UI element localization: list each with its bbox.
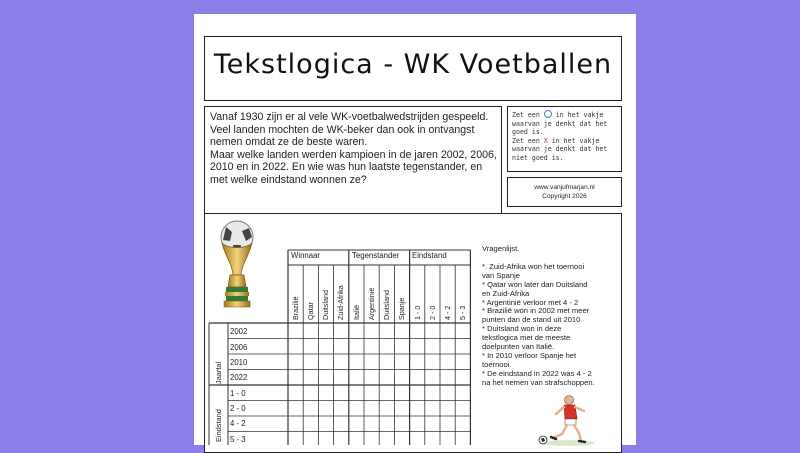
grid-cell[interactable]: [289, 417, 303, 432]
grid-cell[interactable]: [304, 401, 318, 416]
football-player-icon: [529, 392, 599, 447]
grid-cell[interactable]: [334, 370, 348, 385]
grid-cell[interactable]: [395, 432, 409, 445]
col-label-tegenstander: Duitsland: [382, 290, 391, 320]
grid-cell[interactable]: [304, 370, 318, 385]
intro-line: Maar welke landen werden kampioen in de jaren 2002, 2006,: [210, 148, 497, 161]
row-label-jaartal: 2006: [230, 343, 248, 352]
grid-cell[interactable]: [425, 417, 439, 432]
grid-cell[interactable]: [365, 401, 379, 416]
grid-cell[interactable]: [441, 401, 455, 416]
col-label-tegenstander: Italië: [352, 304, 361, 320]
grid-cell[interactable]: [304, 417, 318, 432]
row-label-eindstand: 1 - 0: [230, 389, 246, 398]
question-line: en Zuid-Afrika: [482, 288, 530, 298]
x-mark-icon: X: [543, 136, 548, 145]
grid-cell[interactable]: [441, 370, 455, 385]
question-line: * De eindstand in 2022 was 4 - 2: [482, 368, 592, 378]
grid-cell[interactable]: [380, 432, 394, 445]
grid-cell[interactable]: [380, 370, 394, 385]
grid-cell[interactable]: [441, 417, 455, 432]
grid-cell[interactable]: [365, 432, 379, 445]
col-label-eindstand: 2 - 0: [428, 305, 437, 320]
page-title: Tekstlogica - WK Voetballen: [213, 49, 613, 80]
grid-cell[interactable]: [319, 355, 333, 370]
row-label-eindstand: 4 - 2: [230, 419, 246, 428]
grid-cell[interactable]: [410, 401, 424, 416]
col-label-eindstand: 1 - 0: [413, 305, 422, 320]
grid-cell[interactable]: [425, 339, 439, 354]
grid-cell[interactable]: [319, 432, 333, 445]
grid-cell[interactable]: [349, 339, 363, 354]
question-list: [482, 245, 622, 388]
question-line: doelpunten van Italië.: [482, 342, 555, 352]
grid-cell[interactable]: [425, 386, 439, 401]
grid-cell[interactable]: [441, 386, 455, 401]
grid-cell[interactable]: [456, 386, 470, 401]
grid-cell[interactable]: [334, 417, 348, 432]
question-line: toernooi.: [482, 359, 512, 369]
grid-cell[interactable]: [289, 339, 303, 354]
grid-cell[interactable]: [319, 339, 333, 354]
row-group-jaartal: Jaartal: [214, 361, 223, 384]
grid-cell[interactable]: [395, 324, 409, 339]
intro-line: nemen omdat ze de beste waren.: [210, 136, 368, 149]
grid-cell[interactable]: [365, 417, 379, 432]
grid-cell[interactable]: [441, 324, 455, 339]
grid-cell[interactable]: [441, 355, 455, 370]
question-line: * Qatar won later dan Duitsland: [482, 279, 588, 289]
grid-cell[interactable]: [304, 355, 318, 370]
grid-cell[interactable]: [319, 401, 333, 416]
grid-cell[interactable]: [410, 432, 424, 445]
grid-cell[interactable]: [395, 339, 409, 354]
col-label-tegenstander: Spanje: [397, 297, 406, 320]
grid-cell[interactable]: [441, 432, 455, 445]
grid-cell[interactable]: [380, 324, 394, 339]
grid-cell[interactable]: [410, 339, 424, 354]
instr-text: waarvan je denkt dat het: [512, 145, 608, 154]
worksheet: [194, 14, 636, 445]
grid-cell[interactable]: [304, 432, 318, 445]
instr-text: goed is.: [512, 128, 544, 137]
instr-text: waarvan je denkt dat het: [512, 119, 608, 128]
grid-cell[interactable]: [319, 324, 333, 339]
grid-cell[interactable]: [349, 386, 363, 401]
grid-cell[interactable]: [456, 417, 470, 432]
grid-cell[interactable]: [395, 355, 409, 370]
grid-cell[interactable]: [380, 386, 394, 401]
grid-cell[interactable]: [441, 339, 455, 354]
grid-cell[interactable]: [334, 324, 348, 339]
grid-cell[interactable]: [395, 417, 409, 432]
grid-cell[interactable]: [289, 370, 303, 385]
row-label-eindstand: 5 - 3: [230, 435, 246, 444]
copyright: Copyright 2026: [542, 193, 587, 200]
grid-cell[interactable]: [425, 401, 439, 416]
grid-cell[interactable]: [456, 401, 470, 416]
grid-cell[interactable]: [410, 370, 424, 385]
col-label-tegenstander: Argentinië: [367, 287, 376, 320]
question-line: * Argentinië verloor met 4 - 2: [482, 297, 579, 307]
grid-cell[interactable]: [410, 386, 424, 401]
grid-cell[interactable]: [349, 370, 363, 385]
instr-text: Zet een: [512, 111, 544, 119]
grid-cell[interactable]: [456, 432, 470, 445]
grid-cell[interactable]: [289, 401, 303, 416]
grid-cell[interactable]: [334, 386, 348, 401]
question-line: punten dan de stand uit 2010: [482, 315, 581, 325]
instr-text: niet goed is.: [512, 153, 564, 162]
grid-cell[interactable]: [425, 370, 439, 385]
intro-line: 2010 en in 2022. En wie was hun laatste tegenstander, en: [210, 161, 483, 174]
grid-cell[interactable]: [365, 339, 379, 354]
grid-cell[interactable]: [349, 432, 363, 445]
grid-cell[interactable]: [349, 355, 363, 370]
grid-cell[interactable]: [410, 417, 424, 432]
question-line: * Brazilië won in 2002 met meer: [482, 306, 590, 316]
question-line: na het nemen van strafschoppen.: [482, 377, 595, 387]
col-label-eindstand: 5 - 3: [458, 305, 467, 320]
grid-cell[interactable]: [304, 386, 318, 401]
question-heading: Vragenlijst.: [482, 244, 520, 253]
grid-cell[interactable]: [334, 401, 348, 416]
grid-cell[interactable]: [380, 355, 394, 370]
instr-text: Zet een: [512, 136, 544, 145]
group-header-winnaar: Winnaar: [291, 251, 321, 260]
grid-cell[interactable]: [456, 370, 470, 385]
question-line: * In 2010 verloor Spanje het: [482, 350, 577, 360]
grid-cell[interactable]: [289, 355, 303, 370]
col-label-winnaar: Qatar: [306, 302, 315, 320]
grid-cell[interactable]: [334, 432, 348, 445]
grid-cell[interactable]: [365, 324, 379, 339]
grid-cell[interactable]: [380, 417, 394, 432]
grid-cell[interactable]: [289, 432, 303, 445]
instr-text: in het vakje: [551, 111, 604, 119]
grid-cell[interactable]: [425, 355, 439, 370]
grid-cell[interactable]: [395, 401, 409, 416]
grid-cell[interactable]: [365, 386, 379, 401]
grid-cell[interactable]: [380, 339, 394, 354]
col-label-winnaar: Brazilië: [291, 296, 300, 320]
grid-cell[interactable]: [349, 324, 363, 339]
grid-cell[interactable]: [289, 386, 303, 401]
website: www.vanjufmarjan.nl: [534, 184, 595, 191]
row-label-jaartal: 2022: [230, 373, 248, 382]
question-line: * Duitsland won in deze: [482, 324, 562, 334]
grid-cell[interactable]: [319, 417, 333, 432]
grid-cell[interactable]: [456, 324, 470, 339]
instr-text: in het vakje: [547, 136, 600, 145]
row-group-eindstand: Eindstand: [214, 409, 223, 442]
col-label-eindstand: 4 - 2: [443, 305, 452, 320]
row-label-jaartal: 2002: [230, 327, 248, 336]
grid-cell[interactable]: [395, 370, 409, 385]
grid-cell[interactable]: [319, 386, 333, 401]
grid-cell[interactable]: [456, 339, 470, 354]
question-line: van Spanje: [482, 270, 520, 280]
grid-cell[interactable]: [410, 355, 424, 370]
question-line: *. Zuid-Afrika won het toernooi: [482, 261, 585, 271]
grid-cell[interactable]: [380, 401, 394, 416]
grid-cell[interactable]: [304, 339, 318, 354]
question-line: tekstlogica met de meeste: [482, 333, 571, 343]
intro-line: met welke eindstand wonnen ze?: [210, 173, 367, 186]
col-label-winnaar: Duitsland: [321, 290, 330, 320]
grid-cell[interactable]: [334, 339, 348, 354]
grid-cell[interactable]: [349, 417, 363, 432]
row-label-eindstand: 2 - 0: [230, 404, 246, 413]
grid-cell[interactable]: [289, 324, 303, 339]
grid-cell[interactable]: [319, 370, 333, 385]
grid-cell[interactable]: [425, 324, 439, 339]
intro-line: Vanaf 1930 zijn er al vele WK-voetbalwedstrijden gespeeld.: [210, 111, 489, 123]
grid-cell[interactable]: [456, 355, 470, 370]
group-header-eindstand: Eindstand: [412, 251, 447, 260]
col-label-winnaar: Zuid-Afrika: [336, 285, 345, 320]
grid-cell[interactable]: [365, 355, 379, 370]
row-label-jaartal: 2010: [230, 358, 248, 367]
grid-cell[interactable]: [425, 432, 439, 445]
grid-cell[interactable]: [365, 370, 379, 385]
grid-cell[interactable]: [304, 324, 318, 339]
grid-cell[interactable]: [334, 355, 348, 370]
grid-cell[interactable]: [349, 401, 363, 416]
intro-line: Veel landen mochten de WK-beker dan ook in ontvangst: [210, 123, 475, 136]
grid-cell[interactable]: [395, 386, 409, 401]
grid-cell[interactable]: [410, 324, 424, 339]
group-header-tegenstander: Tegenstander: [352, 251, 400, 260]
